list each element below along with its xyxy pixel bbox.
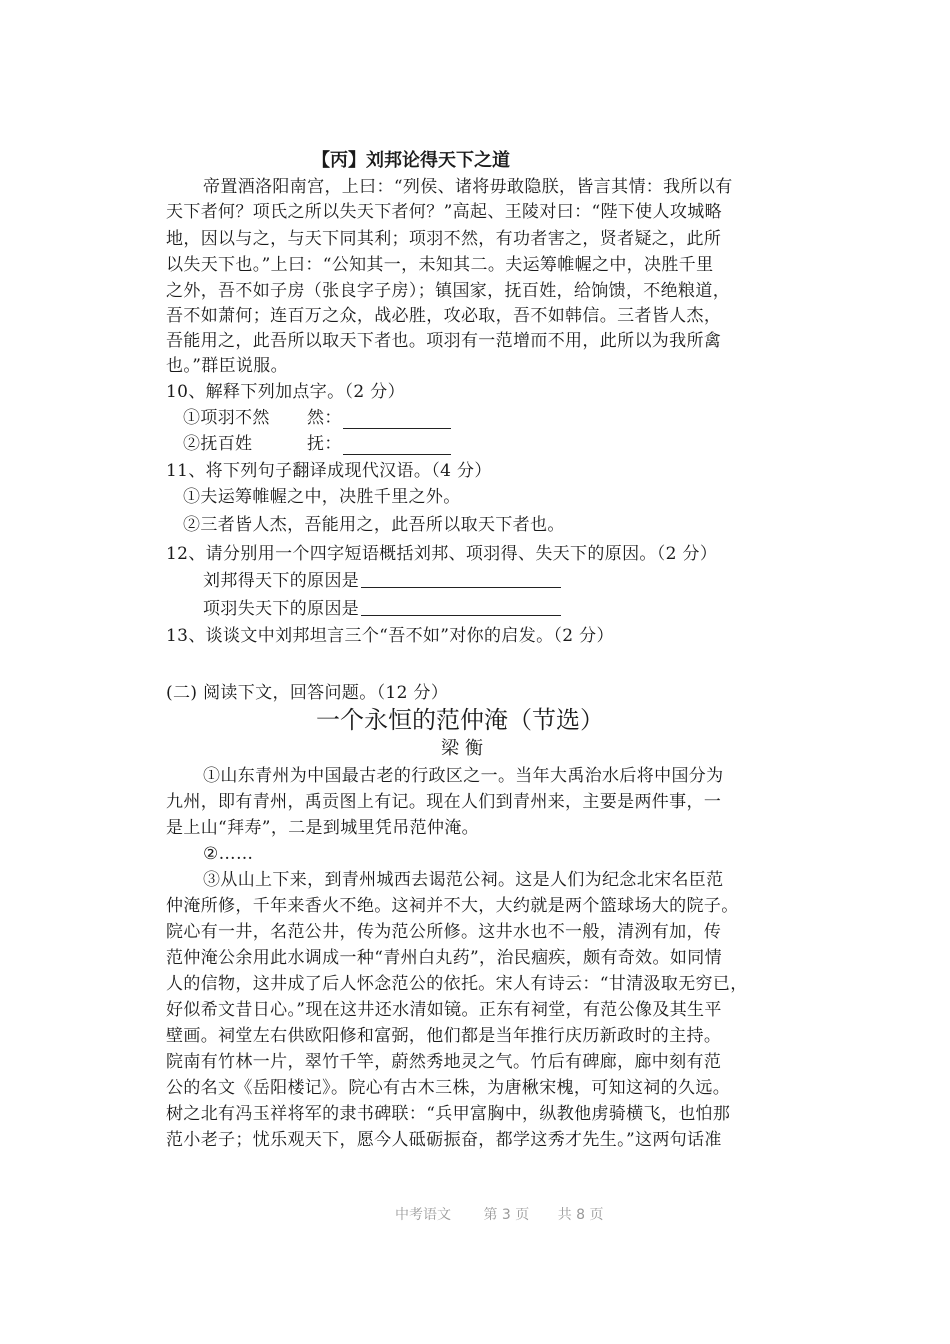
essay-line: 是上山“拜寿”，二是到城里凭吊范仲淹。 xyxy=(166,818,480,838)
essay-line: 树之北有冯玉祥将军的隶书碑联：“兵甲富胸中，纵教他虏骑横飞，也怕那 xyxy=(166,1104,731,1124)
essay-line: 院心有一井，名范公井，传为范公所修。这井水也不一般，清洌有加，传 xyxy=(166,922,722,942)
question-12-item-a-text: 刘邦得天下的原因是 xyxy=(203,571,360,591)
passage-line: 天下者何？项氏之所以失天下者何？”高起、王陵对曰：“陛下使人攻城略 xyxy=(166,202,722,222)
essay-line: ③从山上下来，到青州城西去谒范公祠。这是人们为纪念北宋名臣范 xyxy=(203,870,724,890)
passage-line: 帝置酒洛阳南宫，上曰：“列侯、诸将毋敢隐朕，皆言其情：我所以有 xyxy=(203,177,733,197)
essay-line: 范仲淹公余用此水调成一种“青州白丸药”，治民痼疾，颇有奇效。如同情 xyxy=(166,948,722,968)
passage-line: 以失天下也。”上曰：“公知其一，未知其二。夫运筹帷幄之中，决胜千里 xyxy=(166,255,714,275)
question-10-item-b-text: ②抚百姓 xyxy=(183,434,253,454)
question-12-item-a xyxy=(203,569,561,593)
question-10-item-b xyxy=(183,432,342,456)
essay-line: 九州，即有青州，禹贡图上有记。现在人们到青州来，主要是两件事，一 xyxy=(166,792,722,812)
essay-line: 范小老子；忧乐观天下，愿今人砥砺振奋，都学这秀才先生。”这两句话准 xyxy=(166,1130,722,1150)
question-10-item-a-text: ①项羽不然 xyxy=(183,408,270,428)
essay-title: 一个永恒的范仲淹（节选） xyxy=(316,706,604,734)
essay-line: 好似希文昔日心。”现在这井还水清如镜。正东有祠堂，有范公像及其生平 xyxy=(166,1000,722,1020)
part-two-heading: (二) 阅读下文，回答问题。（12 分） xyxy=(166,683,449,703)
essay-line: 公的名文《岳阳楼记》。院心有古木三株，为唐楸宋槐，可知这祠的久远。 xyxy=(166,1078,731,1098)
footer-page-number: 第 3 页 xyxy=(483,1207,530,1223)
footer-total-pages: 共 8 页 xyxy=(557,1207,604,1223)
question-11-item-a: ①夫运筹帷幄之中，决胜千里之外。 xyxy=(183,487,461,507)
answer-blank-10a[interactable] xyxy=(343,410,451,429)
question-12-item-b xyxy=(203,597,561,621)
essay-line: 仲淹所修，千年来香火不绝。这祠并不大，大约就是两个篮球场大的院子。 xyxy=(166,896,739,916)
passage-line: 之外，吾不如子房（张良字子房）；镇国家，抚百姓，给饷馈，不绝粮道， xyxy=(166,281,731,301)
passage-line: 也。”群臣说服。 xyxy=(166,356,288,376)
question-10: 10、解释下列加点字。（2 分） xyxy=(166,382,405,402)
answer-blank-10b[interactable] xyxy=(343,436,451,455)
question-10-item-a-label: 然： xyxy=(307,408,342,428)
question-11-item-b: ②三者皆人杰，吾能用之，此吾所以取天下者也。 xyxy=(183,515,565,535)
passage-line: 地，因以与之，与天下同其利；项羽不然，有功者害之，贤者疑之，此所 xyxy=(166,229,722,249)
essay-author: 梁衡 xyxy=(441,738,489,759)
answer-blank-12a[interactable] xyxy=(361,569,561,588)
essay-line: ①山东青州为中国最古老的行政区之一。当年大禹治水后将中国分为 xyxy=(203,766,724,786)
question-11: 11、将下列句子翻译成现代汉语。（4 分） xyxy=(166,461,492,481)
question-13: 13、谈谈文中刘邦坦言三个“吾不如”对你的启发。（2 分） xyxy=(166,626,614,646)
essay-line: ②…… xyxy=(203,844,254,864)
essay-line: 壁画。祠堂左右供欧阳修和富弼，他们都是当年推行庆历新政时的主持。 xyxy=(166,1026,722,1046)
essay-line: 院南有竹林一片，翠竹千竿，蔚然秀地灵之气。竹后有碑廊，廊中刻有范 xyxy=(166,1052,722,1072)
question-10-item-a xyxy=(183,406,342,430)
question-12: 12、请分别用一个四字短语概括刘邦、项羽得、失天下的原因。（2 分） xyxy=(166,544,718,564)
passage-line: 吾不如萧何；连百万之众，战必胜，攻必取，吾不如韩信。三者皆人杰， xyxy=(166,306,722,326)
question-10-item-b-label: 抚： xyxy=(307,434,342,454)
footer-subject: 中考语文 xyxy=(395,1207,451,1223)
essay-line: 人的信物，这井成了后人怀念范公的依托。宋人有诗云：“甘清汲取无穷已， xyxy=(166,974,748,994)
answer-blank-12b[interactable] xyxy=(361,597,561,616)
passage-line: 吾能用之，此吾所以取天下者也。项羽有一范增而不用，此所以为我所禽 xyxy=(166,331,722,351)
page-footer xyxy=(395,1205,604,1225)
section-bing-title: 【丙】刘邦论得天下之道 xyxy=(312,150,510,171)
question-12-item-b-text: 项羽失天下的原因是 xyxy=(203,599,360,619)
